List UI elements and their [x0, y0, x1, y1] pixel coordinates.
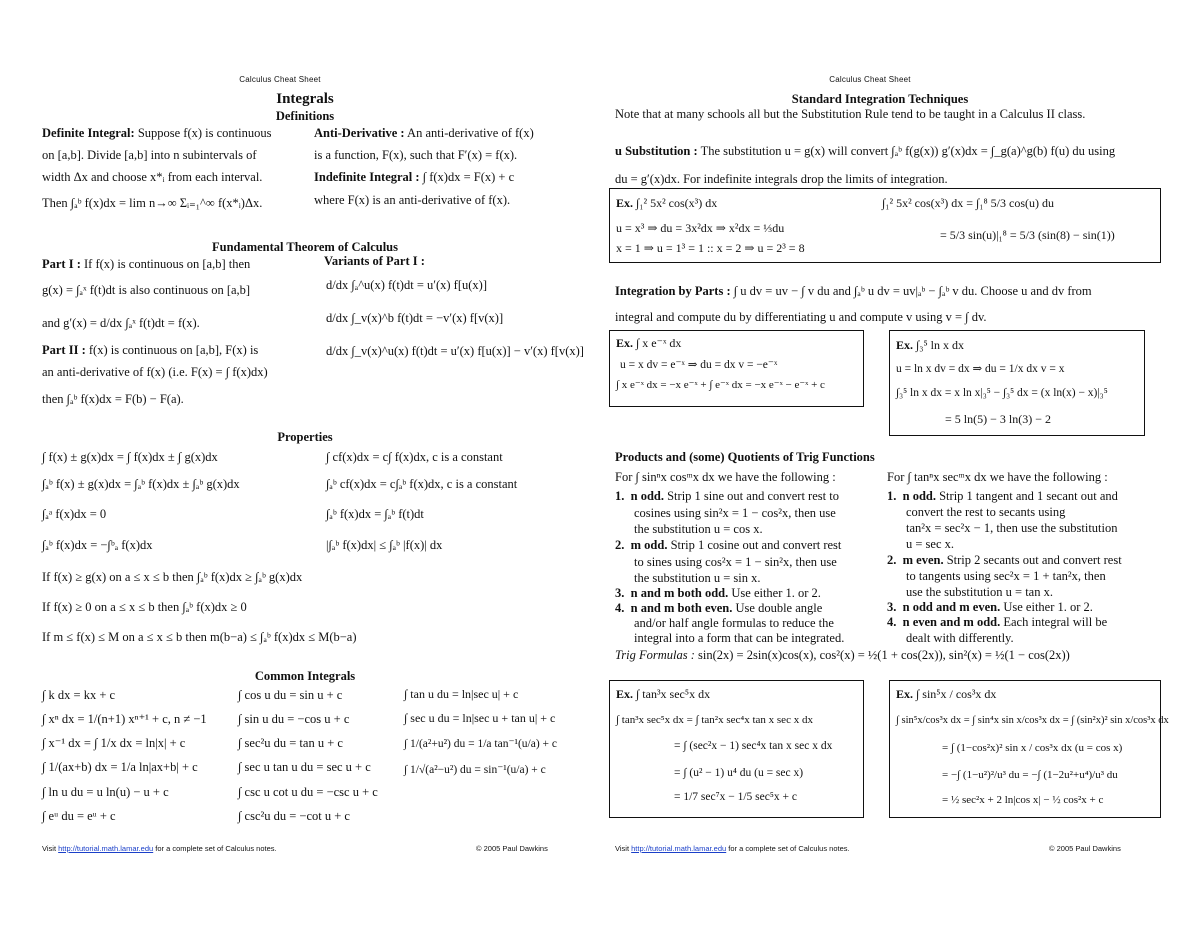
footer-copyright: © 2005 Paul Dawkins [1049, 844, 1121, 853]
usub-line1: u Substitution : The substitution u = g(x) will convert ∫ₐᵇ f(g(x)) g′(x)dx = ∫_g(a)^g(b) f(u) du using [615, 144, 1116, 158]
property-7: If m ≤ f(x) ≤ M on a ≤ x ≤ b then m(b−a) ≤ ∫ₐᵇ f(x)dx ≤ M(b−a) [42, 630, 357, 644]
property-1b: ∫ cf(x)dx = c∫ f(x)dx, c is a constant [326, 450, 503, 464]
property-1a: ∫ f(x) ± g(x)dx = ∫ f(x)dx ± ∫ g(x)dx [42, 450, 218, 464]
property-2b: ∫ₐᵇ cf(x)dx = c∫ₐᵇ f(x)dx, c is a constant [326, 477, 518, 491]
tansec-rule-2b: to tangents using sec²x = 1 + tan²x, then [906, 569, 1106, 583]
example-usub-box [609, 188, 1161, 263]
anti-derivative-line1: Anti-Derivative : An anti-derivative of f(x) [314, 126, 534, 140]
ex4-line3: = ∫ (sec²x − 1) sec⁴x tan x sec x dx [674, 740, 833, 752]
properties-heading: Properties [277, 430, 333, 444]
common-integral: ∫ ln u du = u ln(u) − u + c [42, 785, 169, 799]
ibp-line2: integral and compute du by differentiating u and compute v using v = ∫ dv. [615, 310, 987, 324]
ex5-line1: Ex. ∫ sin⁵x / cos³x dx [896, 687, 997, 701]
footer-visit: Visit http://tutorial.math.lamar.edu for a complete set of Calculus notes. [42, 844, 277, 853]
page-header: Calculus Cheat Sheet [239, 75, 321, 84]
footer-link[interactable]: http://tutorial.math.lamar.edu [58, 844, 154, 853]
variant-1: d/dx ∫ₐ^u(x) f(t)dt = u′(x) f[u(x)] [326, 278, 487, 292]
common-integral: ∫ sec u tan u du = sec u + c [238, 760, 371, 774]
tansec-intro: For ∫ tanⁿx secᵐx dx we have the following : [887, 470, 1108, 484]
definite-integral-line2: on [a,b]. Divide [a,b] into n subintervals of [42, 148, 257, 162]
property-3a: ∫ₐᵃ f(x)dx = 0 [42, 507, 107, 521]
ex2-line2: u = x dv = e⁻ˣ ⇒ du = dx v = −e⁻ˣ [620, 359, 778, 371]
ex1-result2: = 5/3 sin(u)|₁⁸ = 5/3 (sin(8) − sin(1)) [940, 228, 1115, 242]
ex1-result1: ∫₁² 5x² cos(x³) dx = ∫₁⁸ 5/3 cos(u) du [882, 196, 1054, 210]
variant-2: d/dx ∫_v(x)^b f(t)dt = −v′(x) f[v(x)] [326, 311, 504, 325]
trig-heading: Products and (some) Quotients of Trig Functions [615, 450, 875, 464]
tansec-rule-3: 3. n odd and m even. Use either 1. or 2. [887, 600, 1093, 614]
variants-heading: Variants of Part I : [324, 254, 425, 268]
footer-link[interactable]: http://tutorial.math.lamar.edu [631, 844, 727, 853]
sincos-intro: For ∫ sinⁿx cosᵐx dx we have the following : [615, 470, 836, 484]
example-trig-box-1 [609, 680, 864, 818]
example-ibp-box-1 [609, 330, 864, 407]
ex5-line4: = −∫ (1−u²)²/u³ du = −∫ (1−2u²+u⁴)/u³ du [942, 769, 1118, 781]
common-integral: ∫ eᵘ du = eᵘ + c [42, 809, 116, 823]
ibp-line1: Integration by Parts : ∫ u dv = uv − ∫ v du and ∫ₐᵇ u dv = uv|ₐᵇ − ∫ₐᵇ v du. Choose u and dv from [615, 284, 1092, 298]
property-4a: ∫ₐᵇ f(x)dx = −∫ᵇₐ f(x)dx [42, 538, 153, 552]
indefinite-integral-line1: Indefinite Integral : ∫ f(x)dx = F(x) + c [314, 170, 515, 184]
tansec-rule-4b: dealt with differently. [906, 631, 1014, 645]
ex3-line2: u = ln x dv = dx ⇒ du = 1/x dx v = x [896, 363, 1065, 375]
ex5-line3: = ∫ (1−cos²x)² sin x / cos³x dx (u = cos x) [942, 742, 1123, 754]
ex1-line1: Ex. ∫₁² 5x² cos(x³) dx [616, 196, 718, 210]
ex4-line5: = 1/7 sec⁷x − 1/5 sec⁵x + c [674, 791, 797, 803]
common-integral: ∫ xⁿ dx = 1/(n+1) xⁿ⁺¹ + c, n ≠ −1 [42, 712, 207, 726]
part2-line3: then ∫ₐᵇ f(x)dx = F(b) − F(a). [42, 392, 184, 406]
ex2-line1: Ex. ∫ x e⁻ˣ dx [616, 336, 682, 350]
definitions-heading: Definitions [275, 109, 335, 123]
common-integral: ∫ tan u du = ln|sec u| + c [404, 687, 519, 701]
sincos-rule-1: 1. n odd. Strip 1 sine out and convert rest to [615, 489, 839, 503]
footer-copyright: © 2005 Paul Dawkins [476, 844, 548, 853]
common-integral: ∫ sin u du = −cos u + c [238, 712, 350, 726]
property-4b: |∫ₐᵇ f(x)dx| ≤ ∫ₐᵇ |f(x)| dx [326, 538, 443, 552]
common-integral: ∫ 1/√(a²−u²) du = sin⁻¹(u/a) + c [404, 764, 546, 776]
sincos-rule-4b: and/or half angle formulas to reduce the [634, 616, 834, 630]
ex4-line2: ∫ tan³x sec⁵x dx = ∫ tan²x sec⁴x tan x sec x dx [616, 714, 813, 726]
common-integral: ∫ 1/(a²+u²) du = 1/a tan⁻¹(u/a) + c [404, 738, 558, 750]
part1-line2: g(x) = ∫ₐˣ f(t)dt is also continuous on [a,b] [42, 283, 251, 297]
page-title: Standard Integration Techniques [791, 92, 969, 106]
ex4-line1: Ex. ∫ tan³x sec⁵x dx [616, 687, 711, 701]
property-6: If f(x) ≥ 0 on a ≤ x ≤ b then ∫ₐᵇ f(x)dx ≥ 0 [42, 600, 247, 614]
example-ibp-box-2 [889, 330, 1145, 436]
note: Note that at many schools all but the Substitution Rule tend to be taught in a Calculus II class. [615, 107, 1086, 121]
ex2-line3: ∫ x e⁻ˣ dx = −x e⁻ˣ + ∫ e⁻ˣ dx = −x e⁻ˣ − e⁻ˣ + c [616, 379, 825, 391]
sincos-rule-4: 4. n and m both even. Use double angle [615, 601, 823, 615]
sincos-rule-3: 3. n and m both odd. Use either 1. or 2. [615, 586, 821, 600]
sincos-rule-4c: integral into a form that can be integrated. [634, 631, 845, 645]
right-page [600, 0, 1200, 927]
tansec-rule-1d: u = sec x. [906, 537, 955, 551]
property-5: If f(x) ≥ g(x) on a ≤ x ≤ b then ∫ₐᵇ f(x)dx ≥ ∫ₐᵇ g(x)dx [42, 570, 303, 584]
common-integral: ∫ k dx = kx + c [42, 688, 116, 702]
definite-integral-line4: Then ∫ₐᵇ f(x)dx = lim n→∞ Σᵢ₌₁^∞ f(x*ᵢ)Δx. [42, 196, 263, 210]
ex1-line3: x = 1 ⇒ u = 1³ = 1 :: x = 2 ⇒ u = 2³ = 8 [616, 241, 805, 255]
tansec-rule-1c: tan²x = sec²x − 1, then use the substitution [906, 521, 1118, 535]
sincos-rule-1c: the substitution u = cos x. [634, 522, 763, 536]
trig-formulas: Trig Formulas : sin(2x) = 2sin(x)cos(x), cos²(x) = ½(1 + cos(2x)), sin²(x) = ½(1 − cos(2x)) [615, 648, 1070, 662]
indefinite-integral-line2: where F(x) is an anti-derivative of f(x). [314, 193, 511, 207]
common-integral: ∫ 1/(ax+b) dx = 1/a ln|ax+b| + c [42, 760, 198, 774]
common-integral: ∫ csc²u du = −cot u + c [238, 809, 350, 823]
ex3-line3: ∫₃⁵ ln x dx = x ln x|₃⁵ − ∫₃⁵ dx = (x ln(x) − x)|₃⁵ [896, 387, 1108, 399]
property-2a: ∫ₐᵇ f(x) ± g(x)dx = ∫ₐᵇ f(x)dx ± ∫ₐᵇ g(x)dx [42, 477, 240, 491]
common-integral: ∫ csc u cot u du = −csc u + c [238, 785, 378, 799]
ex5-line2: ∫ sin⁵x/cos³x dx = ∫ sin⁴x sin x/cos³x dx = ∫ (sin²x)² sin x/cos³x dx [896, 715, 1169, 726]
page-header: Calculus Cheat Sheet [829, 75, 911, 84]
sincos-rule-2c: the substitution u = sin x. [634, 571, 761, 585]
part1-line3: and g′(x) = d/dx ∫ₐˣ f(t)dt = f(x). [42, 316, 200, 330]
variant-3: d/dx ∫_v(x)^u(x) f(t)dt = u′(x) f[u(x)] − v′(x) f[v(x)] [326, 344, 584, 358]
common-integral: ∫ sec²u du = tan u + c [238, 736, 343, 750]
part2-line1: Part II : f(x) is continuous on [a,b], F(x) is [42, 343, 259, 357]
definite-integral-line3: width Δx and choose x*ᵢ from each interval. [42, 170, 263, 184]
ex4-line4: = ∫ (u² − 1) u⁴ du (u = sec x) [674, 767, 804, 779]
part2-line2: an anti-derivative of f(x) (i.e. F(x) = ∫ f(x)dx) [42, 365, 268, 379]
ftc-heading: Fundamental Theorem of Calculus [211, 240, 398, 254]
property-3b: ∫ₐᵇ f(x)dx = ∫ₐᵇ f(t)dt [326, 507, 424, 521]
ex5-line5: = ½ sec²x + 2 ln|cos x| − ½ cos²x + c [942, 794, 1104, 806]
page-title: Integrals [276, 91, 334, 107]
anti-derivative-line2: is a function, F(x), such that F′(x) = f(x). [314, 148, 518, 162]
sincos-rule-2b: to sines using cos²x = 1 − sin²x, then use [634, 555, 837, 569]
part1-line1: Part I : If f(x) is continuous on [a,b] then [42, 257, 251, 271]
sincos-rule-1b: cosines using sin²x = 1 − cos²x, then use [634, 506, 836, 520]
example-trig-box-2 [889, 680, 1169, 818]
ex1-line2: u = x³ ⇒ du = 3x²dx ⇒ x²dx = ⅓du [616, 221, 785, 235]
ex3-line1: Ex. ∫₃⁵ ln x dx [896, 338, 965, 352]
definite-integral-line1: Definite Integral: Suppose f(x) is continuous [42, 126, 272, 140]
ex3-line4: = 5 ln(5) − 3 ln(3) − 2 [945, 412, 1051, 426]
sincos-rule-2: 2. m odd. Strip 1 cosine out and convert rest [615, 538, 842, 552]
tansec-rule-4: 4. n even and m odd. Each integral will be [887, 615, 1108, 629]
common-integrals-heading: Common Integrals [254, 669, 356, 683]
tansec-rule-2: 2. m even. Strip 2 secants out and convert rest [887, 553, 1122, 567]
tansec-rule-2c: use the substitution u = tan x. [906, 585, 1053, 599]
tansec-rule-1: 1. n odd. Strip 1 tangent and 1 secant out and [887, 489, 1118, 503]
common-integral: ∫ cos u du = sin u + c [238, 688, 343, 702]
usub-line2: du = g′(x)dx. For indefinite integrals drop the limits of integration. [615, 172, 948, 186]
footer-visit: Visit http://tutorial.math.lamar.edu for a complete set of Calculus notes. [615, 844, 850, 853]
common-integral: ∫ x⁻¹ dx = ∫ 1/x dx = ln|x| + c [42, 736, 186, 750]
common-integral: ∫ sec u du = ln|sec u + tan u| + c [404, 711, 556, 725]
tansec-rule-1b: convert the rest to secants using [906, 505, 1066, 519]
